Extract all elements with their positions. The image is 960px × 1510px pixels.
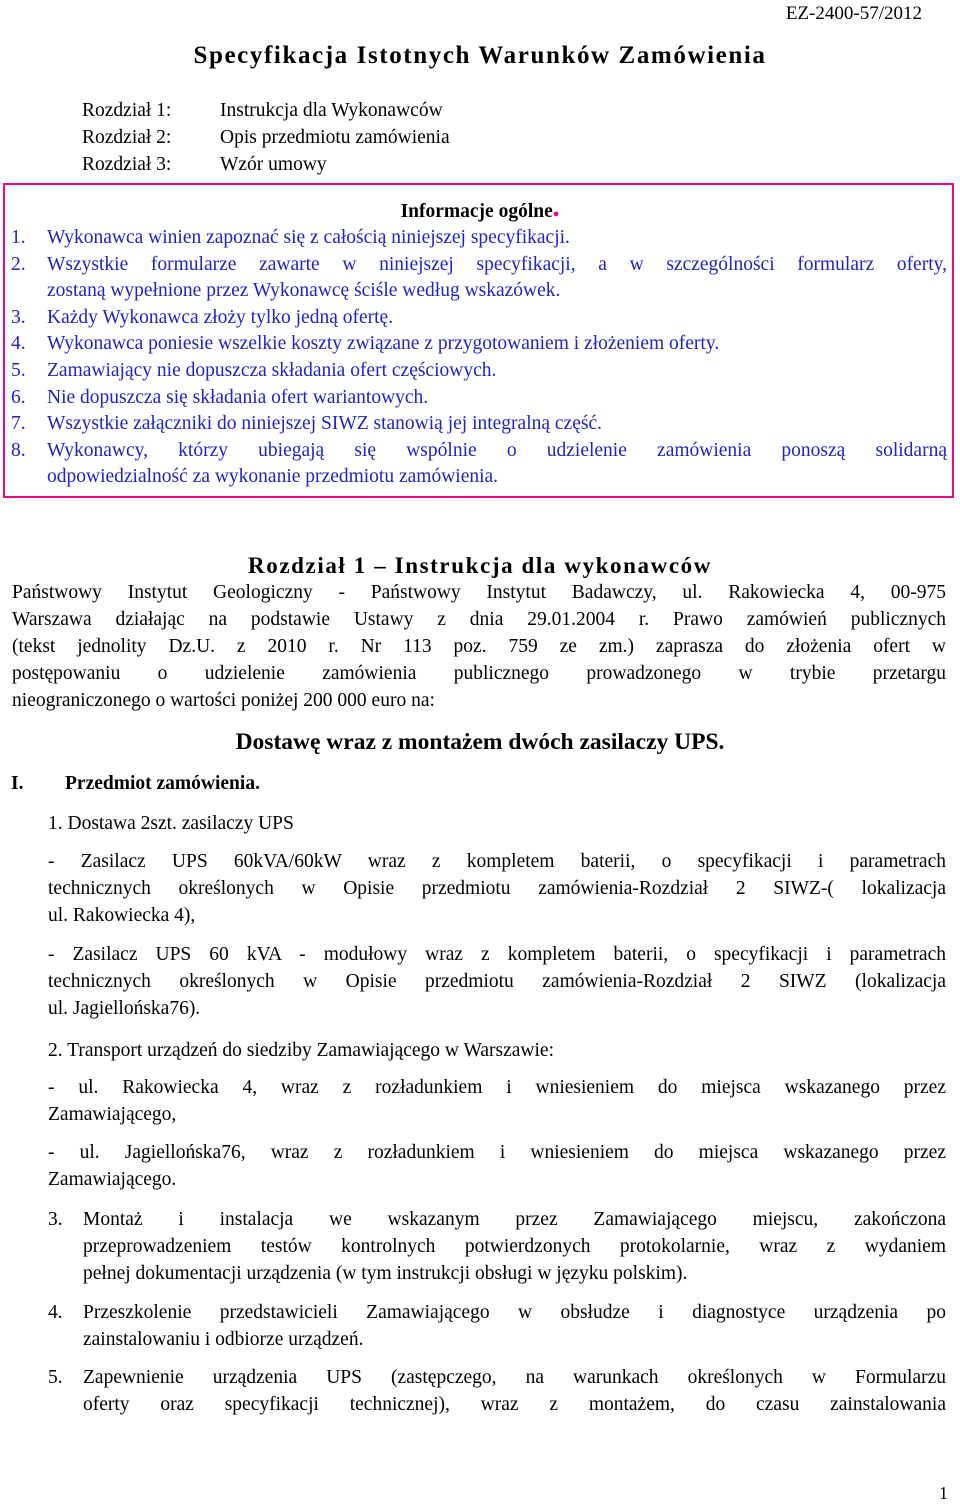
- order-item-2: [48, 1037, 946, 1064]
- list-item: [11, 305, 947, 332]
- list-item-number: 7.: [11, 413, 26, 435]
- list-item: [11, 225, 947, 252]
- order-subject-heading: Dostawę wraz z montażem dwóch zasilaczy UPS.: [235, 729, 725, 755]
- toc-text: Instrukcja dla Wykonawców: [220, 100, 443, 121]
- general-info-heading: [0, 198, 960, 228]
- paragraph-line: technicznych określonych w Opisie przedmiotu zamówienia-Rozdział 2 SIWZ (lokalizacja: [48, 971, 946, 992]
- toc-row: [82, 97, 450, 124]
- intro-paragraph: [12, 579, 946, 714]
- item-number: 4.: [48, 1302, 63, 1323]
- ups-1-description: [48, 848, 946, 929]
- paragraph-line: 1. Dostawa 2szt. zasilaczy UPS: [48, 813, 294, 834]
- list-item-text: Wykonawca poniesie wszelkie koszty związane z przygotowaniem i złożeniem oferty.: [47, 333, 720, 355]
- list-item-text: Każdy Wykonawca złoży tylko jedną ofertę.: [47, 306, 394, 328]
- order-item-5: [48, 1364, 946, 1418]
- list-item-number: 6.: [11, 386, 26, 408]
- list-item-number: 4.: [11, 333, 26, 355]
- section-number: I.: [11, 773, 24, 794]
- paragraph-line: Przeszkolenie przedstawicieli Zamawiającego w obsłudze i diagnostyce urządzenia po: [83, 1302, 946, 1323]
- list-item: [11, 358, 947, 385]
- bullet-dot-icon: ●: [552, 208, 560, 220]
- page-number: 1: [939, 1483, 948, 1503]
- paragraph-line: zainstalowaniu i odbiorze urządzeń.: [83, 1329, 364, 1350]
- list-item-text: Wykonawca winien zapoznać się z całością niniejszej specyfikacji.: [47, 227, 570, 248]
- list-item-number: 5.: [11, 359, 26, 381]
- paragraph-line: - Zasilacz UPS 60 kVA - modułowy wraz z kompletem baterii, o specyfikacji i parametrach: [48, 944, 946, 965]
- toc-label: Rozdział 3:: [82, 154, 172, 175]
- list-item-text: Wszystkie formularze zawarte w niniejszej specyfikacji, a w szczególności formularz oferty,: [47, 253, 947, 275]
- list-item-number: 3.: [11, 306, 26, 328]
- transport-rakowiecka: [48, 1074, 946, 1128]
- paragraph-line: - ul. Rakowiecka 4, wraz z rozładunkiem i wniesieniem do miejsca wskazanego przez: [48, 1077, 946, 1098]
- toc-row: [82, 124, 450, 151]
- list-item-text: Nie dopuszcza się składania ofert wariantowych.: [47, 386, 429, 408]
- list-item-text: Wszystkie załączniki do niniejszej SIWZ stanowią jej integralną część.: [47, 413, 602, 435]
- list-item-text: Wykonawcy, którzy ubiegają się wspólnie o udzielenie zamówienia ponoszą solidarną: [47, 439, 947, 461]
- list-item-number: 2.: [11, 253, 26, 275]
- toc-row: [82, 151, 450, 178]
- chapter-title: Rozdział 1 – Instrukcja dla wykonawców: [248, 553, 712, 578]
- item-number: 3.: [48, 1209, 63, 1230]
- paragraph-line: postępowaniu o udzielenie zamówienia publicznego prowadzonego w trybie przetargu: [12, 663, 946, 684]
- list-item-number: 8.: [11, 439, 26, 461]
- page-title: Specyfikacja Istotnych Warunków Zamówienia: [193, 42, 767, 69]
- paragraph-line: - Zasilacz UPS 60kVA/60kW wraz z kompletem baterii, o specyfikacji i parametrach: [48, 851, 946, 872]
- paragraph-line: technicznych określonych w Opisie przedmiotu zamówienia-Rozdział 2 SIWZ-( lokalizacja: [48, 878, 946, 899]
- list-item: [11, 331, 947, 358]
- section-title: Przedmiot zamówienia.: [65, 773, 260, 794]
- list-item: [11, 438, 947, 465]
- section-heading: [11, 770, 260, 797]
- general-info-list: [11, 225, 947, 491]
- paragraph-line: 2. Transport urządzeń do siedziby Zamawiającego w Warszawie:: [48, 1040, 554, 1061]
- list-item: [11, 385, 947, 412]
- paragraph-line: pełnej dokumentacji urządzenia (w tym instrukcji obsługi w języku polskim).: [83, 1263, 688, 1284]
- list-item: [11, 252, 947, 279]
- item-number: 5.: [48, 1367, 63, 1388]
- paragraph-line: Zapewnienie urządzenia UPS (zastępczego, na warunkach określonych w Formularzu: [83, 1367, 946, 1388]
- toc-label: Rozdział 2:: [82, 127, 172, 148]
- document-id: EZ-2400-57/2012: [785, 3, 922, 24]
- paragraph-line: Państwowy Instytut Geologiczny - Państwowy Instytut Badawczy, ul. Rakowiecka 4, 00-975: [12, 582, 946, 603]
- paragraph-line: ul. Jagiellońska76).: [48, 998, 201, 1019]
- list-item-continuation: odpowiedzialność za wykonanie przedmiotu zamówienia.: [47, 466, 499, 488]
- paragraph-line: przeprowadzeniem testów kontrolnych potwierdzonych protokolarnie, wraz z wydaniem: [83, 1236, 946, 1257]
- paragraph-line: Zamawiającego,: [48, 1104, 177, 1125]
- order-item-3: [48, 1206, 946, 1287]
- paragraph-line: Zamawiającego.: [48, 1169, 177, 1190]
- paragraph-line: ul. Rakowiecka 4),: [48, 905, 196, 926]
- paragraph-line: - ul. Jagiellońska76, wraz z rozładunkiem i wniesieniem do miejsca wskazanego przez: [48, 1142, 946, 1163]
- paragraph-line: Warszawa działając na podstawie Ustawy z dnia 29.01.2004 r. Prawo zamówień publicznych: [12, 609, 946, 630]
- toc-text: Opis przedmiotu zamówienia: [220, 127, 450, 148]
- order-item-4: [48, 1299, 946, 1353]
- list-item-continuation: zostaną wypełnione przez Wykonawcę ściśle według wskazówek.: [47, 280, 561, 302]
- transport-jagiellonska: [48, 1139, 946, 1193]
- order-item-1: [48, 810, 946, 837]
- list-item: [11, 411, 947, 438]
- list-item-text: Zamawiający nie dopuszcza składania ofert częściowych.: [47, 359, 497, 381]
- paragraph-line: Montaż i instalacja we wskazanym przez Zamawiającego miejscu, zakończona: [83, 1209, 946, 1230]
- paragraph-line: oferty oraz specyfikacji technicznej), wraz z montażem, do czasu zainstalowania: [83, 1394, 946, 1415]
- paragraph-line: nieograniczonego o wartości poniżej 200 000 euro na:: [12, 690, 435, 711]
- paragraph-line: (tekst jednolity Dz.U. z 2010 r. Nr 113 poz. 759 ze zm.) zaprasza do złożenia ofert w: [12, 636, 946, 657]
- table-of-contents: [82, 97, 450, 178]
- general-info-heading-text: Informacje ogólne: [400, 201, 553, 222]
- toc-text: Wzór umowy: [220, 154, 327, 175]
- toc-label: Rozdział 1:: [82, 100, 172, 121]
- ups-2-description: [48, 941, 946, 1022]
- list-item-number: 1.: [11, 227, 26, 248]
